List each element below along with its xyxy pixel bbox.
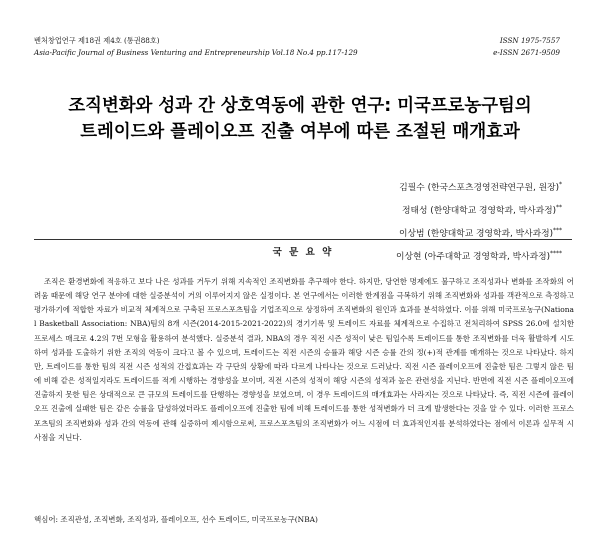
abstract-heading: 국 문 요 약 [272, 247, 334, 258]
keywords: 핵심어: 조직관성, 조직변화, 조직성과, 플레이오프, 선수 트레이드, 미국프로농구(NBA) [34, 515, 318, 524]
journal-korean-header: 벤처창업연구 제18권 제4호 (통권88호) [34, 36, 160, 45]
author-4-mark: **** [550, 249, 562, 257]
author-3-text: 이상범 (한양대학교 경영학과, 박사과정) [398, 228, 553, 239]
author-1 [396, 175, 562, 198]
author-1-mark: * [559, 181, 562, 188]
abstract-body: 조직은 환경변화에 적응하고 보다 나은 성과를 거두기 위해 지속적인 조직변화를 추구해야 한다. 하지만, 당연한 명제에도 불구하고 조직성과나 변화를 조작화의 어려움 때문에 해당 연구 분야에 대한 실증분석이 거의 이루어지지 않은 실정이다. 본 연구에서는 이러한 한계점을 극복하기 위해 조직변화와 성과를 객관적으로 측정하고 평가하기에 적합한 자료가 비교적 체계적으로 구축된 프로스포츠팀을 기업조직으로 상정하여 조직변화의 원인과 효과를 분석하였다. 이를 위해 미국프로농구(National Basketball Association: NBA)팀의 8개 시즌(2014-2015-2021-2022)의 경기기록 및 트레이드 자료를 체계적으로 수집하고 전처리하여 SPSS 26.0에 설치한 프로세스 매크로 4.2의 7번 모형을 활용하여 분석했다. 실증분석 결과, NBA의 경우 직전 시즌 성적이 낮은 팀일수록 트레이드를 통한 조직변화를 더욱 활발하게 시도하여 성과를 도출하기 위한 조직의 역동이 크다고 볼 수 있으며, 트레이드는 직전 시즌의 승률과 해당 시즌 승률 간의 정(+)적 관계를 매개하는 것으로 나타났다. 하지만, 트레이드를 통한 팀의 직전 시즌 성적의 간접효과는 각 구단의 상황에 따라 다르게 나타나는 것으로 드러났다. 직전 시즌 플레이오프에 진출한 팀은 그렇지 않은 팀에 비해 같은 성적일지라도 트레이드를 적게 시행하는 경향성을 보이며, 직전 시즌의 성적이 해당 시즌의 성적과 높은 관련성을 지닌다. 반면에 직전 시즌 플레이오프에 진출하지 못한 팀은 상대적으로 큰 규모의 트레이드를 단행하는 경향성을 보였으며, 이 경우 트레이드의 매개효과는 사라지는 것으로 나타났다. 즉, 직전 시즌에 플레이오프 진출에 실패한 팀은 같은 승률을 달성하였더라도 플레이오프에 진출한 팀에 비해 트레이드를 통한 성적변화가 더 크게 발생한다는 것을 알 수 있다. 이러한 프로스포츠팀의 조직변화와 성과 간의 역동에 관해 실증하여 제시함으로써, 프로스포츠팀의 조직변화가 어느 시점에 더 효과적인지를 분석하였다는 점에서 이론과 실무적 시사점을 지닌다. [34, 277, 574, 442]
section-divider [34, 239, 572, 240]
author-3 [396, 221, 562, 244]
issn: ISSN 1975-7557 [499, 36, 560, 45]
paper-title-line-1: 조직변화와 성과 간 상호역동에 관한 연구: 미국프로농구팀의 [68, 96, 532, 116]
journal-english-header: Asia-Pacific Journal of Business Venturing and Entrepreneurship Vol.18 No.4 pp.117-129 [34, 48, 358, 57]
author-2-text: 정태성 (한양대학교 경영학과, 박사과정) [401, 205, 556, 216]
paper-title-line-2: 트레이드와 플레이오프 진출 여부에 따른 조절된 매개효과 [80, 122, 520, 142]
eissn: e-ISSN 2671-9509 [493, 48, 560, 57]
author-2-mark: ** [556, 203, 562, 211]
author-2 [396, 198, 562, 221]
author-3-mark: *** [553, 226, 562, 234]
author-4-text: 이상현 (아주대학교 경영학과, 박사과정) [395, 251, 550, 262]
author-1-text: 김필수 (한국스포츠경영전략연구원, 원장) [399, 182, 559, 193]
